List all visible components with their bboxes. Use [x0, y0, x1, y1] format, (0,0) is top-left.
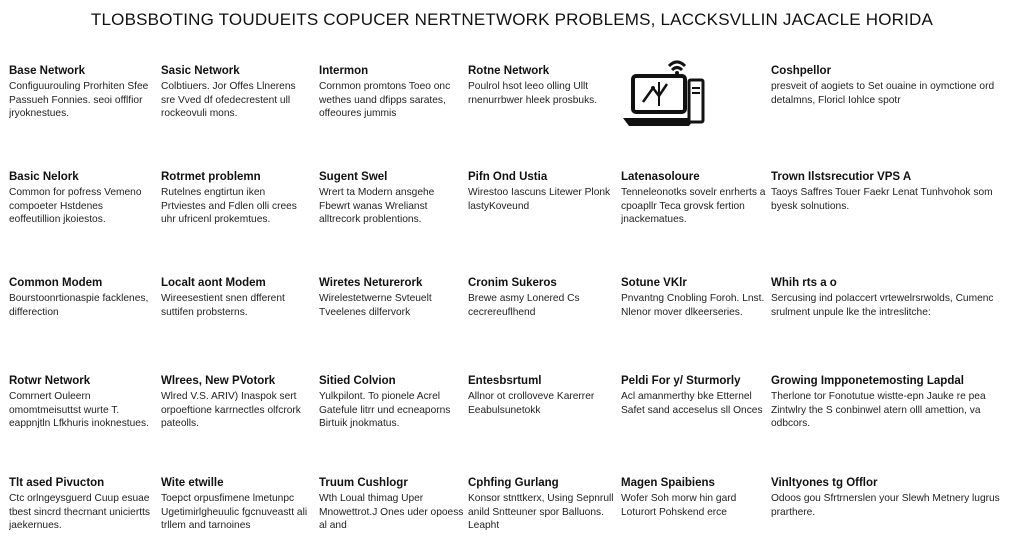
article-card: [468, 374, 616, 417]
card-heading: Truum Cushlogr: [319, 477, 408, 489]
card-body: Toepct orpusfimene lmetunpc Ugetimirlgheuulic fgcnuveastt ali trllem and tarnoines: [161, 493, 308, 531]
article-card: [319, 476, 467, 533]
article-card: [468, 476, 616, 533]
card-heading: Coshpellor: [771, 65, 832, 77]
article-card: [161, 276, 309, 319]
card-heading: Latenasoloure: [621, 171, 700, 183]
card-body: Cornmon promtons Toeo onc wethes uand dfipps sarates, offeoures jummis: [319, 81, 451, 119]
article-card: [9, 170, 157, 227]
card-body: Taoys Saffres Touer Faekr Lenat Tunhvohok som byesk solnutions.: [771, 187, 993, 212]
card-body: Colbtiuers. Jor Offes Llnerens sre Vved df ofedecrestent ull rockeovuli mons.: [161, 81, 296, 119]
card-body: Wlred V.S. ARIV) Inaspok sert orpoeftione karrnectles olfcrork pateolls.: [161, 391, 301, 429]
card-heading: Vinltyones tg Offlor: [771, 477, 878, 489]
card-heading: Whih rts a o: [771, 277, 837, 289]
card-heading: Trown Ilstsrecutior VPS A: [771, 171, 912, 183]
card-body: Brewe asmy Lonered Cs cecrereuflhend: [468, 293, 580, 318]
card-body: Sercusing ind polaccert vrtewelrsrwolds, Cumenc srulment unpule lke the intreslitche:: [771, 293, 994, 318]
article-card: [468, 170, 616, 213]
article-card: [161, 64, 309, 121]
article-card: [319, 374, 467, 431]
card-body: Bourstoonrtionaspie facklenes, differection: [9, 293, 149, 318]
card-body: Common for pofress Vemeno compoeter Hstdenes eoffeutillion jkoiestos.: [9, 187, 142, 225]
article-card: [621, 374, 769, 417]
article-card: [9, 374, 157, 431]
card-body: Acl amanmerthy bke Etternel Safet sand acceselus sll Onces: [621, 391, 763, 416]
card-body: Wofer Soh morw hin gard Loturort Pohskend erce: [621, 493, 737, 518]
article-card: [9, 476, 157, 533]
article-card: [319, 276, 467, 319]
card-body: Poulrol hsot leeo olling Ullt rnenurrbwer hleek prosbuks.: [468, 81, 598, 106]
card-heading: Rotrmet problemn: [161, 171, 261, 183]
card-heading: Base Network: [9, 65, 86, 77]
card-heading: Pifn Ond Ustia: [468, 171, 548, 183]
article-card: [468, 64, 616, 107]
article-card: [319, 170, 467, 227]
article-card: [9, 64, 157, 121]
card-heading: Cronim Sukeros: [468, 277, 557, 289]
article-card: [771, 276, 1021, 319]
card-heading: Wiretes Neturerork: [319, 277, 423, 289]
card-heading: Common Modem: [9, 277, 103, 289]
article-card: [319, 64, 467, 121]
card-body: Wirestoo Iascuns Litewer Plonk lastyKoveund: [468, 187, 611, 212]
card-heading: Wlrees, New PVotork: [161, 375, 276, 387]
card-heading: Magen Spaibiens: [621, 477, 715, 489]
card-heading: Wite etwille: [161, 477, 224, 489]
page-title: TLOBSBOTING TOUDUEITS COPUCER NERTNETWORK PROBLEMS, LACCKSVLLIN JACACLE HORIDA: [90, 10, 934, 29]
card-body: Tenneleonotks sovelr enrherts a cpoapllr Teca grovsk fertion jnackematues.: [621, 187, 766, 225]
card-body: presveit of aogiets to Set ouaine in oymctione ord detalmns, Floricl Iohlce spotr: [771, 81, 995, 106]
card-body: Yulkpilont. To pionele Acrel Gatefule litrr und ecneaporns Birtuik jnokmatus.: [319, 391, 451, 429]
article-card: [468, 276, 616, 319]
card-body: Wirelestetwerne Svteuelt Tveelenes dilfervork: [319, 293, 432, 318]
article-grid: [9, 64, 1019, 554]
article-card: [771, 64, 1021, 107]
card-body: Allnor ot crolloveve Karerrer Eeabulsunetokk: [468, 391, 595, 416]
card-heading: Basic Nelork: [9, 171, 79, 183]
card-heading: Tlt ased Pivucton: [9, 477, 105, 489]
card-heading: Sasic Network: [161, 65, 240, 77]
card-heading: Entesbsrtuml: [468, 375, 542, 387]
card-heading: Growing Impponetemosting Lapdal: [771, 375, 964, 387]
card-heading: Peldi For y/ Sturmorly: [621, 375, 741, 387]
article-card: [9, 276, 157, 319]
card-heading: Localt aont Modem: [161, 277, 266, 289]
card-body: Comrnert Ouleern omomtmeisuttst wurte T. eappnjtln Lfkhuris inoknestues.: [9, 391, 149, 429]
article-card: [161, 170, 309, 227]
card-heading: Cphfing Gurlang: [468, 477, 559, 489]
card-heading: Rotne Network: [468, 65, 550, 77]
article-card: [771, 374, 1021, 431]
card-heading: Sitied Colvion: [319, 375, 396, 387]
article-card: [621, 476, 769, 519]
card-body: Pnvantng Cnobling Foroh. Lnst. Nlenor mover dlkeerseries.: [621, 293, 765, 318]
card-body: Wireesestient snen dfferent suttifen probsterns.: [161, 293, 285, 318]
card-heading: Rotwr Network: [9, 375, 91, 387]
article-card: [161, 374, 309, 431]
card-body: Therlone tor Fonotutue wistte-epn Jauke re pea Zintwlry the S conbinwel atern olll amettion, va odbcors.: [771, 391, 986, 429]
article-card: [771, 170, 1021, 213]
card-heading: Intermon: [319, 65, 369, 77]
card-body: Odoos gou Sfrtrnerslen your Slewh Metnery lugrus prarthere.: [771, 493, 1000, 518]
card-body: Konsor stnttkerx, Using Sepnrull anild Sntteuner spor Balluons. Leapht: [468, 493, 614, 531]
card-body: Wrert ta Modern ansgehe Fbewrt wanas Wrelianst alltrecork problentions.: [319, 187, 435, 225]
card-body: Ctc orlngeysguerd Cuup esuae tbest sincrd thecrnant uniciertts jaekernues.: [9, 493, 150, 531]
card-heading: Sugent Swel: [319, 171, 388, 183]
article-card: [771, 476, 1021, 519]
card-body: Rutelnes engtirtun iken Prtviestes and Fdlen olli crees uhr ufricenl prokemtues.: [161, 187, 297, 225]
article-card: [621, 170, 769, 227]
article-card: [621, 276, 769, 319]
card-heading: Sotune VKlr: [621, 277, 687, 289]
computer-wifi-icon: [619, 58, 709, 133]
card-body: Configuurouling Prorhiten Sfee Passueh Fonnies. seoi offlfior jryoknestues.: [9, 81, 149, 119]
card-body: Wth Loual thimag Uper Mnowettrot.J Ones uder opoess al and: [319, 493, 464, 531]
article-card: [161, 476, 309, 533]
